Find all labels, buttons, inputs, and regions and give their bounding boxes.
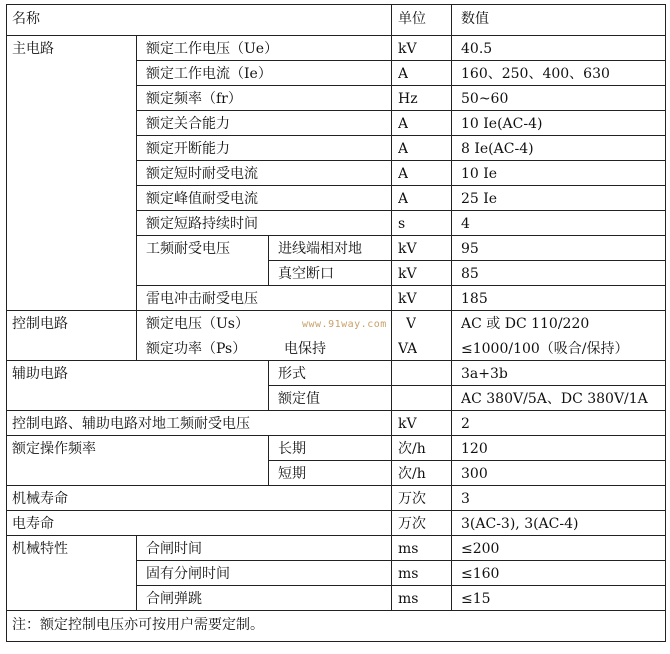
control-rated-power-value: ≤1000/100（吸合/保持） <box>461 341 629 357</box>
aux-form-value: 3a+3b <box>461 366 508 382</box>
phase-to-ground-value: 95 <box>461 241 479 257</box>
short-time-current-label: 额定短时耐受电流 <box>146 166 258 182</box>
electrical-life-unit: 万次 <box>398 516 426 532</box>
opening-time-unit: ms <box>398 566 419 582</box>
group-aux-circuit: 辅助电路 <box>12 366 68 382</box>
phase-to-ground-label: 进线端相对地 <box>278 241 362 257</box>
short-time-current-unit: A <box>398 166 409 182</box>
short-time-current-value: 10 Ie <box>461 166 498 182</box>
control-rated-power-sub: 电保持 <box>284 341 326 357</box>
rated-current-unit: A <box>398 66 409 82</box>
breaking-capacity-label: 额定开断能力 <box>146 141 230 157</box>
group-main-circuit: 主电路 <box>12 41 54 57</box>
making-capacity-label: 额定关合能力 <box>146 116 230 132</box>
closing-bounce-unit: ms <box>398 591 419 607</box>
long-term-unit: 次/h <box>398 441 426 457</box>
closing-time-label: 合闸时间 <box>146 541 202 557</box>
making-capacity-value: 10 Ie(AC-4) <box>461 116 543 132</box>
short-circuit-duration-value: 4 <box>461 216 470 232</box>
lightning-impulse-value: 185 <box>461 291 488 307</box>
electrical-life-label: 电寿命 <box>12 516 54 532</box>
lightning-impulse-unit: kV <box>398 291 417 307</box>
lightning-impulse-label: 雷电冲击耐受电压 <box>146 291 258 307</box>
rated-voltage-label: 额定工作电压（Ue） <box>146 41 279 57</box>
breaking-capacity-value: 8 Ie(AC-4) <box>461 141 534 157</box>
rated-frequency-value: 50~60 <box>461 91 509 107</box>
aux-rating-value: AC 380V/5A、DC 380V/1A <box>461 391 648 407</box>
short-circuit-duration-unit: s <box>398 216 406 232</box>
header-value: 数值 <box>461 11 489 27</box>
rated-frequency-unit: Hz <box>398 91 418 107</box>
operating-frequency-label: 额定操作频率 <box>12 441 96 457</box>
rated-current-label: 额定工作电流（Ie） <box>146 66 272 82</box>
aux-form-label: 形式 <box>278 366 306 382</box>
closing-time-unit: ms <box>398 541 419 557</box>
short-term-label: 短期 <box>278 466 306 482</box>
making-capacity-unit: A <box>398 116 409 132</box>
control-rated-voltage-value: AC 或 DC 110/220 <box>461 316 590 332</box>
closing-time-value: ≤200 <box>461 541 500 557</box>
withstand-to-ground-label: 控制电路、辅助电路对地工频耐受电压 <box>12 416 250 432</box>
spec-table <box>6 4 666 642</box>
peak-current-label: 额定峰值耐受电流 <box>146 191 258 207</box>
closing-bounce-value: ≤15 <box>461 591 491 607</box>
withstand-to-ground-unit: kV <box>398 416 417 432</box>
group-mechanical-characteristics: 机械特性 <box>12 541 68 557</box>
rated-current-value: 160、250、400、630 <box>461 66 610 82</box>
mechanical-life-value: 3 <box>461 491 470 507</box>
opening-time-value: ≤160 <box>461 566 500 582</box>
long-term-value: 120 <box>461 441 488 457</box>
watermark-text: www.91way.com <box>302 319 387 330</box>
peak-current-value: 25 Ie <box>461 191 498 207</box>
header-unit: 单位 <box>398 11 426 27</box>
breaking-capacity-unit: A <box>398 141 409 157</box>
opening-time-label: 固有分闸时间 <box>146 566 230 582</box>
electrical-life-value: 3(AC-3), 3(AC-4) <box>461 516 579 532</box>
peak-current-unit: A <box>398 191 409 207</box>
aux-rating-label: 额定值 <box>278 391 320 407</box>
vacuum-gap-label: 真空断口 <box>278 266 334 282</box>
control-rated-voltage-label: 额定电压（Us） <box>146 316 249 332</box>
withstand-to-ground-value: 2 <box>461 416 470 432</box>
long-term-label: 长期 <box>278 441 306 457</box>
short-term-value: 300 <box>461 466 488 482</box>
short-term-unit: 次/h <box>398 466 426 482</box>
header-name: 名称 <box>12 11 40 27</box>
rated-frequency-label: 额定频率（fr） <box>146 91 242 107</box>
rated-voltage-value: 40.5 <box>461 41 493 57</box>
short-circuit-duration-label: 额定短路持续时间 <box>146 216 258 232</box>
control-rated-power-unit: VA <box>398 341 418 357</box>
control-rated-power-label: 额定功率（Ps） <box>146 341 247 357</box>
vacuum-gap-value: 85 <box>461 266 479 282</box>
vacuum-gap-unit: kV <box>398 266 417 282</box>
closing-bounce-label: 合闸弹跳 <box>146 591 202 607</box>
group-control-circuit: 控制电路 <box>12 316 68 332</box>
phase-to-ground-unit: kV <box>398 241 417 257</box>
table-note: 注：额定控制电压亦可按用户需要定制。 <box>12 617 264 633</box>
power-freq-withstand-label: 工频耐受电压 <box>146 241 230 257</box>
mechanical-life-label: 机械寿命 <box>12 491 68 507</box>
mechanical-life-unit: 万次 <box>398 491 426 507</box>
rated-voltage-unit: kV <box>398 41 417 57</box>
control-rated-voltage-unit: V <box>406 316 417 332</box>
